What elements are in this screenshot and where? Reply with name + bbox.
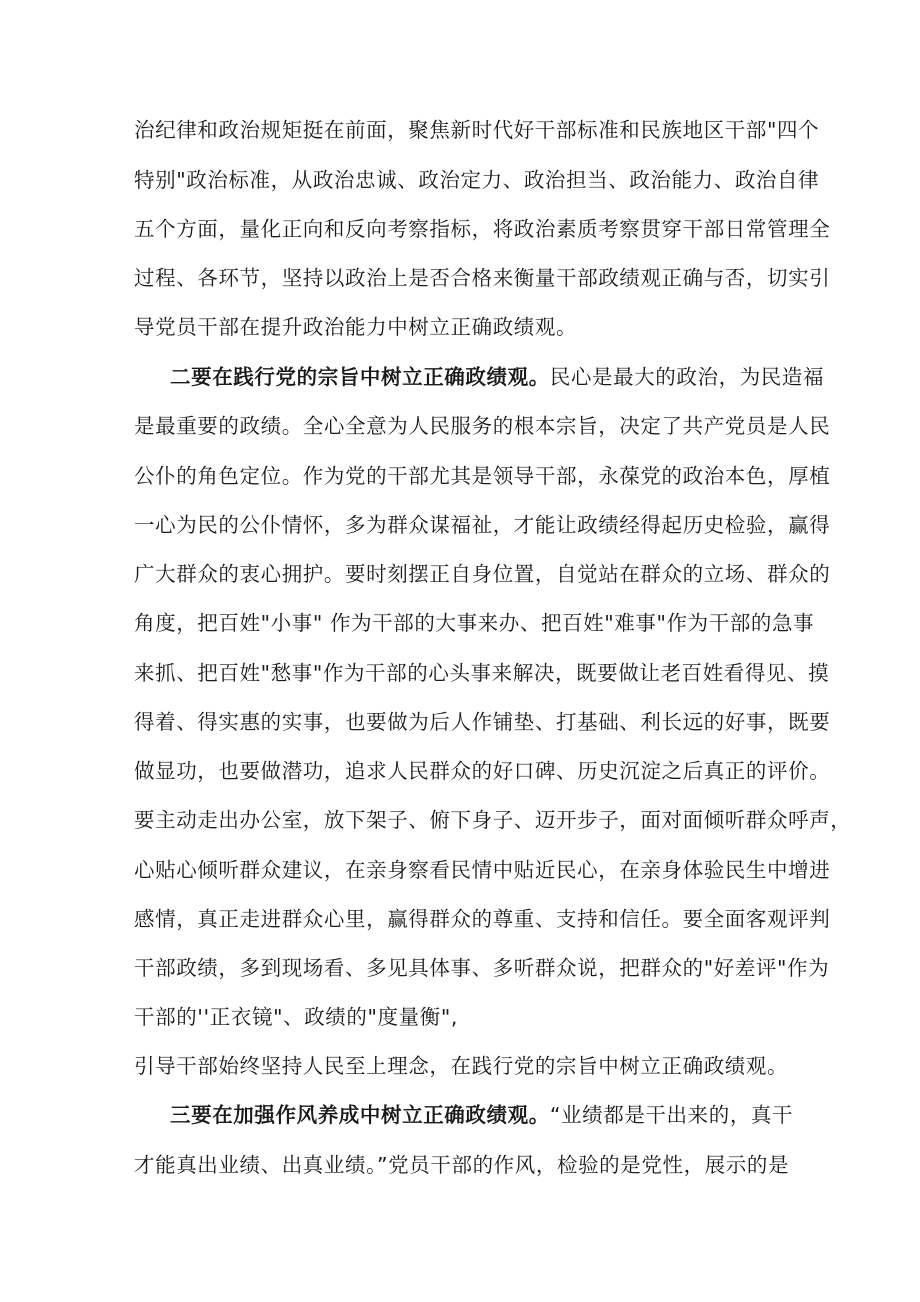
paragraph-first-line [170,363,824,391]
body-text-line: 一心为民的公仆情怀，多为群众谋福祉，才能让政绩经得起历史检验，赢得 [134,513,831,537]
body-text-line: 导党员干部在提升政治能力中树立正确政绩观。 [134,315,578,339]
body-text-line: 做显功，也要做潜功，追求人民群众的好口碑、历史沉淀之后真正的评价。 [134,759,831,783]
body-text-line: 感情，真正走进群众心里，赢得群众的尊重、支持和信任。要全面客观评判 [134,907,831,931]
body-text-line: 得着、得实惠的实事，也要做为后人作铺垫、打基础、利长远的好事，既要 [134,710,831,734]
body-text-line: 过程、各环节，坚持以政治上是否合格来衡量干部政绩观正确与否，切实引 [134,266,831,290]
section-heading: 三要在加强作风养成中树立正确政绩观。 [170,1103,550,1127]
body-text-line: 特别"政治标准，从政治忠诚、政治定力、政治担当、政治能力、政治自律 [134,168,820,192]
body-text-line: 引导干部始终坚持人民至上理念，在践行党的宗旨中树立正确政绩观。 [134,1054,789,1078]
body-text: 民心是最大的政治，为民造福 [549,365,825,389]
body-text-line: 五个方面，量化正向和反向考察指标，将政治素质考察贯穿干部日常管理全 [134,217,831,241]
body-text-line: 治纪律和政治规矩挺在前面，聚焦新时代好干部标准和民族地区干部"四个 [134,118,820,142]
body-text-line: 干部的''正衣镜"、政绩的"度量衡", [134,1005,458,1029]
body-text: “业绩都是干出来的，真干 [549,1103,794,1127]
section-heading: 二要在践行党的宗旨中树立正确政绩观。 [170,365,550,389]
body-text-line: 干部政绩，多到现场看、多见具体事、多听群众说，把群众的"好差评"作为 [134,956,830,980]
body-text-line: 角度，把百姓"小事" 作为干部的大事来办、把百姓"难事"作为干部的急事 [134,611,815,635]
paragraph-first-line [170,1101,793,1129]
body-text-line: 是最重要的政绩。全心全意为人民服务的根本宗旨，决定了共产党员是人民 [134,414,831,438]
body-text-line: 来抓、把百姓"愁事"作为干部的心头事来解决，既要做让老百姓看得见、摸 [134,661,830,685]
body-text-line: 心贴心倾听群众建议，在亲身察看民情中贴近民心，在亲身体验民生中增进 [134,858,831,882]
body-text-line: 公仆的角色定位。作为党的干部尤其是领导干部，永葆党的政治本色，厚植 [134,464,831,488]
body-text-line: 广大群众的衷心拥护。要时刻摆正自身位置，自觉站在群众的立场、群众的 [134,562,831,586]
body-text-line: 要主动走出办公室，放下架子、俯下身子、迈开步子，面对面倾听群众呼声， [134,808,852,832]
body-text-line: 才能真出业绩、出真业绩。”党员干部的作风，检验的是党性，展示的是 [134,1153,790,1177]
